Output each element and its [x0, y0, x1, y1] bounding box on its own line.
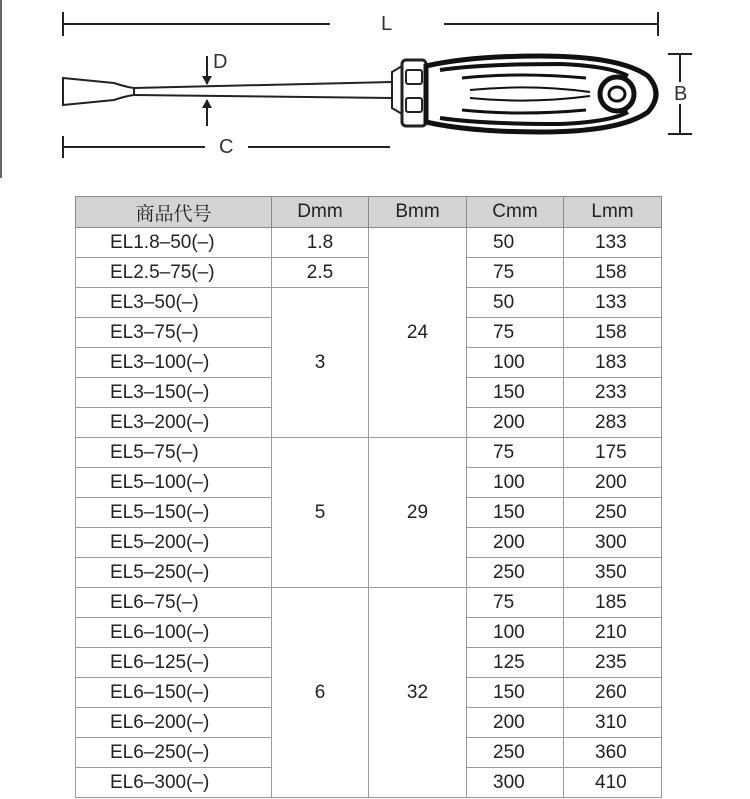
c-cell: 200 — [467, 708, 564, 738]
c-cell: 300 — [467, 768, 564, 798]
l-cell: 260 — [564, 678, 662, 708]
l-cell: 235 — [564, 648, 662, 678]
model-cell: EL3–150(–) — [76, 378, 272, 408]
l-cell: 200 — [564, 468, 662, 498]
model-cell: EL5–150(–) — [76, 498, 272, 528]
c-cell: 50 — [467, 288, 564, 318]
header-c: Cmm — [467, 197, 564, 228]
c-cell: 150 — [467, 678, 564, 708]
dimension-label-b: B — [674, 83, 688, 105]
d-cell: 6 — [272, 588, 369, 798]
b-cell: 32 — [369, 588, 467, 798]
c-cell: 250 — [467, 558, 564, 588]
c-cell: 100 — [467, 348, 564, 378]
model-cell: EL6–250(–) — [76, 738, 272, 768]
dimension-label-c: C — [219, 136, 234, 158]
c-cell: 100 — [467, 468, 564, 498]
l-cell: 283 — [564, 408, 662, 438]
l-cell: 210 — [564, 618, 662, 648]
d-cell: 2.5 — [272, 258, 369, 288]
l-cell: 158 — [564, 318, 662, 348]
l-cell: 410 — [564, 768, 662, 798]
model-cell: EL3–50(–) — [76, 288, 272, 318]
l-cell: 360 — [564, 738, 662, 768]
l-cell: 133 — [564, 288, 662, 318]
c-cell: 75 — [467, 438, 564, 468]
model-cell: EL5–250(–) — [76, 558, 272, 588]
model-cell: EL6–300(–) — [76, 768, 272, 798]
spec-table — [75, 196, 662, 798]
model-cell: EL5–75(–) — [76, 438, 272, 468]
model-cell: EL6–200(–) — [76, 708, 272, 738]
screwdriver-dimension-diagram — [0, 0, 750, 185]
table-header-row — [76, 197, 662, 228]
c-cell: 150 — [467, 498, 564, 528]
screwdriver-drawing — [0, 0, 750, 185]
c-cell: 125 — [467, 648, 564, 678]
table-row — [76, 588, 662, 618]
c-cell: 75 — [467, 258, 564, 288]
c-cell: 75 — [467, 588, 564, 618]
c-cell: 200 — [467, 408, 564, 438]
header-d: Dmm — [272, 197, 369, 228]
model-cell: EL5–200(–) — [76, 528, 272, 558]
l-cell: 175 — [564, 438, 662, 468]
header-model: 商品代号 — [76, 197, 272, 228]
header-b: Bmm — [369, 197, 467, 228]
c-cell: 250 — [467, 738, 564, 768]
c-cell: 100 — [467, 618, 564, 648]
model-cell: EL3–75(–) — [76, 318, 272, 348]
dimension-label-d: D — [213, 51, 228, 73]
c-cell: 200 — [467, 528, 564, 558]
model-cell: EL6–75(–) — [76, 588, 272, 618]
l-cell: 233 — [564, 378, 662, 408]
l-cell: 310 — [564, 708, 662, 738]
l-cell: 158 — [564, 258, 662, 288]
c-cell: 150 — [467, 378, 564, 408]
d-cell: 3 — [272, 288, 369, 438]
l-cell: 250 — [564, 498, 662, 528]
model-cell: EL3–200(–) — [76, 408, 272, 438]
model-cell: EL5–100(–) — [76, 468, 272, 498]
model-cell: EL2.5–75(–) — [76, 258, 272, 288]
table-row — [76, 228, 662, 258]
model-cell: EL6–125(–) — [76, 648, 272, 678]
d-cell: 1.8 — [272, 228, 369, 258]
l-cell: 183 — [564, 348, 662, 378]
l-cell: 133 — [564, 228, 662, 258]
model-cell: EL1.8–50(–) — [76, 228, 272, 258]
dimension-label-l: L — [381, 13, 393, 35]
d-cell: 5 — [272, 438, 369, 588]
b-cell: 29 — [369, 438, 467, 588]
table-row — [76, 438, 662, 468]
c-cell: 75 — [467, 318, 564, 348]
c-cell: 50 — [467, 228, 564, 258]
b-cell: 24 — [369, 228, 467, 438]
l-cell: 300 — [564, 528, 662, 558]
l-cell: 350 — [564, 558, 662, 588]
header-l: Lmm — [564, 197, 662, 228]
model-cell: EL6–150(–) — [76, 678, 272, 708]
l-cell: 185 — [564, 588, 662, 618]
model-cell: EL3–100(–) — [76, 348, 272, 378]
model-cell: EL6–100(–) — [76, 618, 272, 648]
